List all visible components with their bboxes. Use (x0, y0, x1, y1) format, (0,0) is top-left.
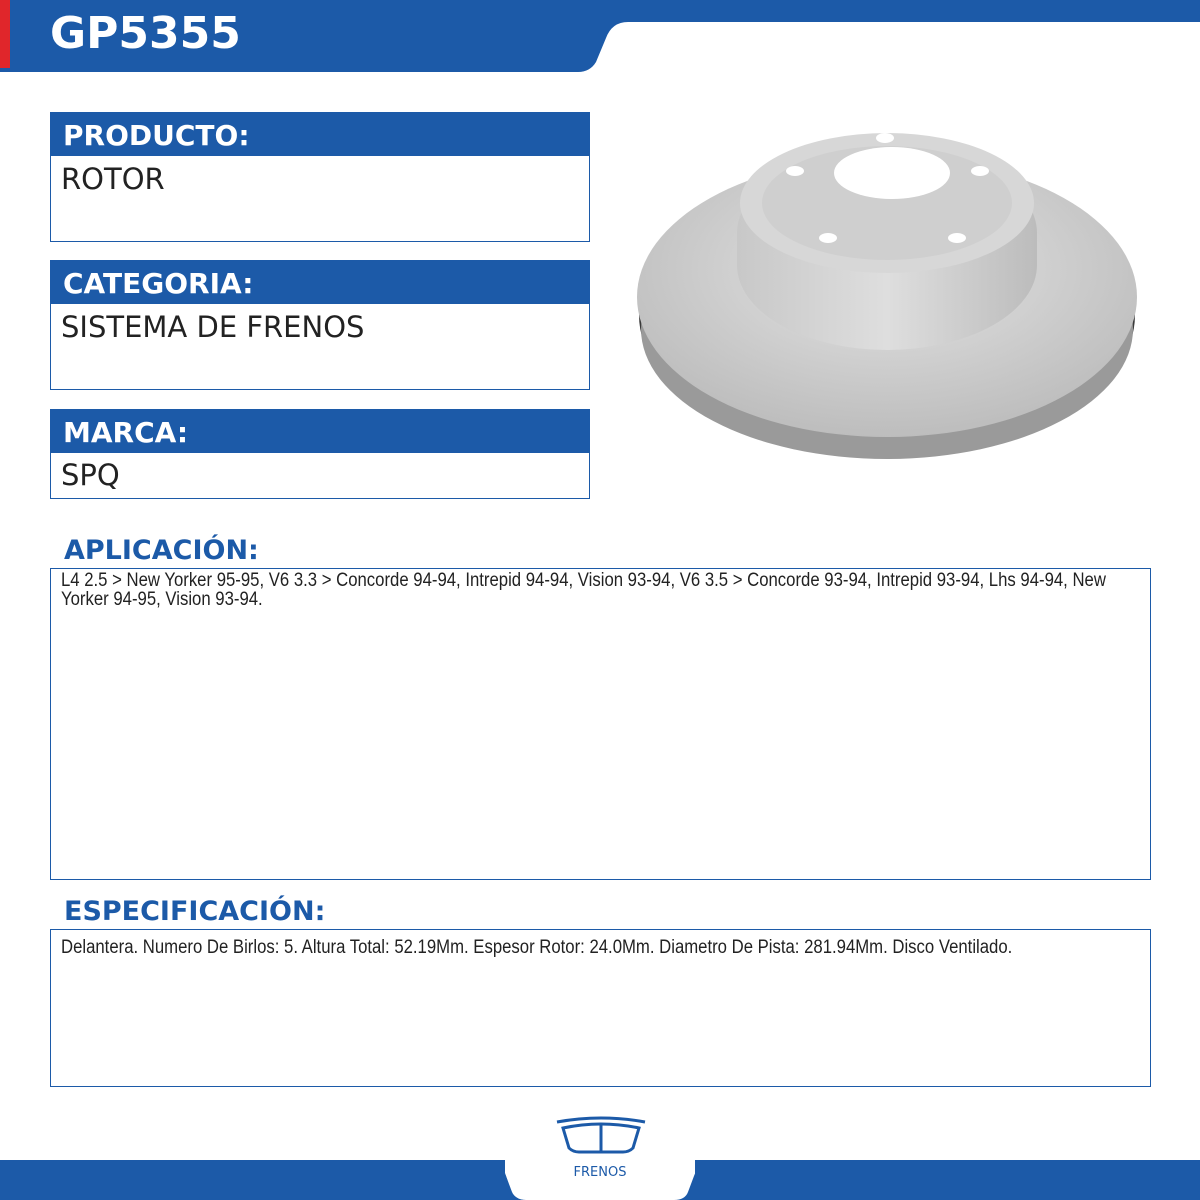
aplicacion-title: APLICACIÓN: (64, 535, 259, 566)
categoria-label: CATEGORIA: (50, 260, 590, 304)
producto-value: ROTOR (50, 156, 590, 242)
brake-pad-icon (553, 1112, 649, 1156)
categoria-block (50, 260, 590, 390)
aplicacion-box (50, 568, 1151, 880)
red-accent-bar (0, 0, 10, 68)
aplicacion-text: L4 2.5 > New Yorker 95-95, V6 3.3 > Concorde 94-94, Intrepid 94-94, Vision 93-94, V6 3.5 > Concorde 93-94, Intrepid 93-94, Lhs 94-94, New Yorker 94-95, Vision 93-94. (61, 570, 1106, 610)
especificacion-title: ESPECIFICACIÓN: (64, 896, 326, 927)
producto-label: PRODUCTO: (50, 112, 590, 156)
categoria-value: SISTEMA DE FRENOS (50, 304, 590, 390)
producto-block (50, 112, 590, 242)
part-number-title: GP5355 (50, 8, 241, 59)
marca-value: SPQ (50, 453, 590, 499)
marca-label: MARCA: (50, 409, 590, 453)
especificacion-text: Delantera. Numero De Birlos: 5. Altura Total: 52.19Mm. Espesor Rotor: 24.0Mm. Diametro De Pista: 281.94Mm. Disco Ventilado. (61, 937, 1013, 958)
footer-category-label: FRENOS (573, 1165, 627, 1180)
especificacion-box (50, 929, 1151, 1087)
marca-block (50, 409, 590, 499)
brake-rotor-image (630, 115, 1140, 470)
